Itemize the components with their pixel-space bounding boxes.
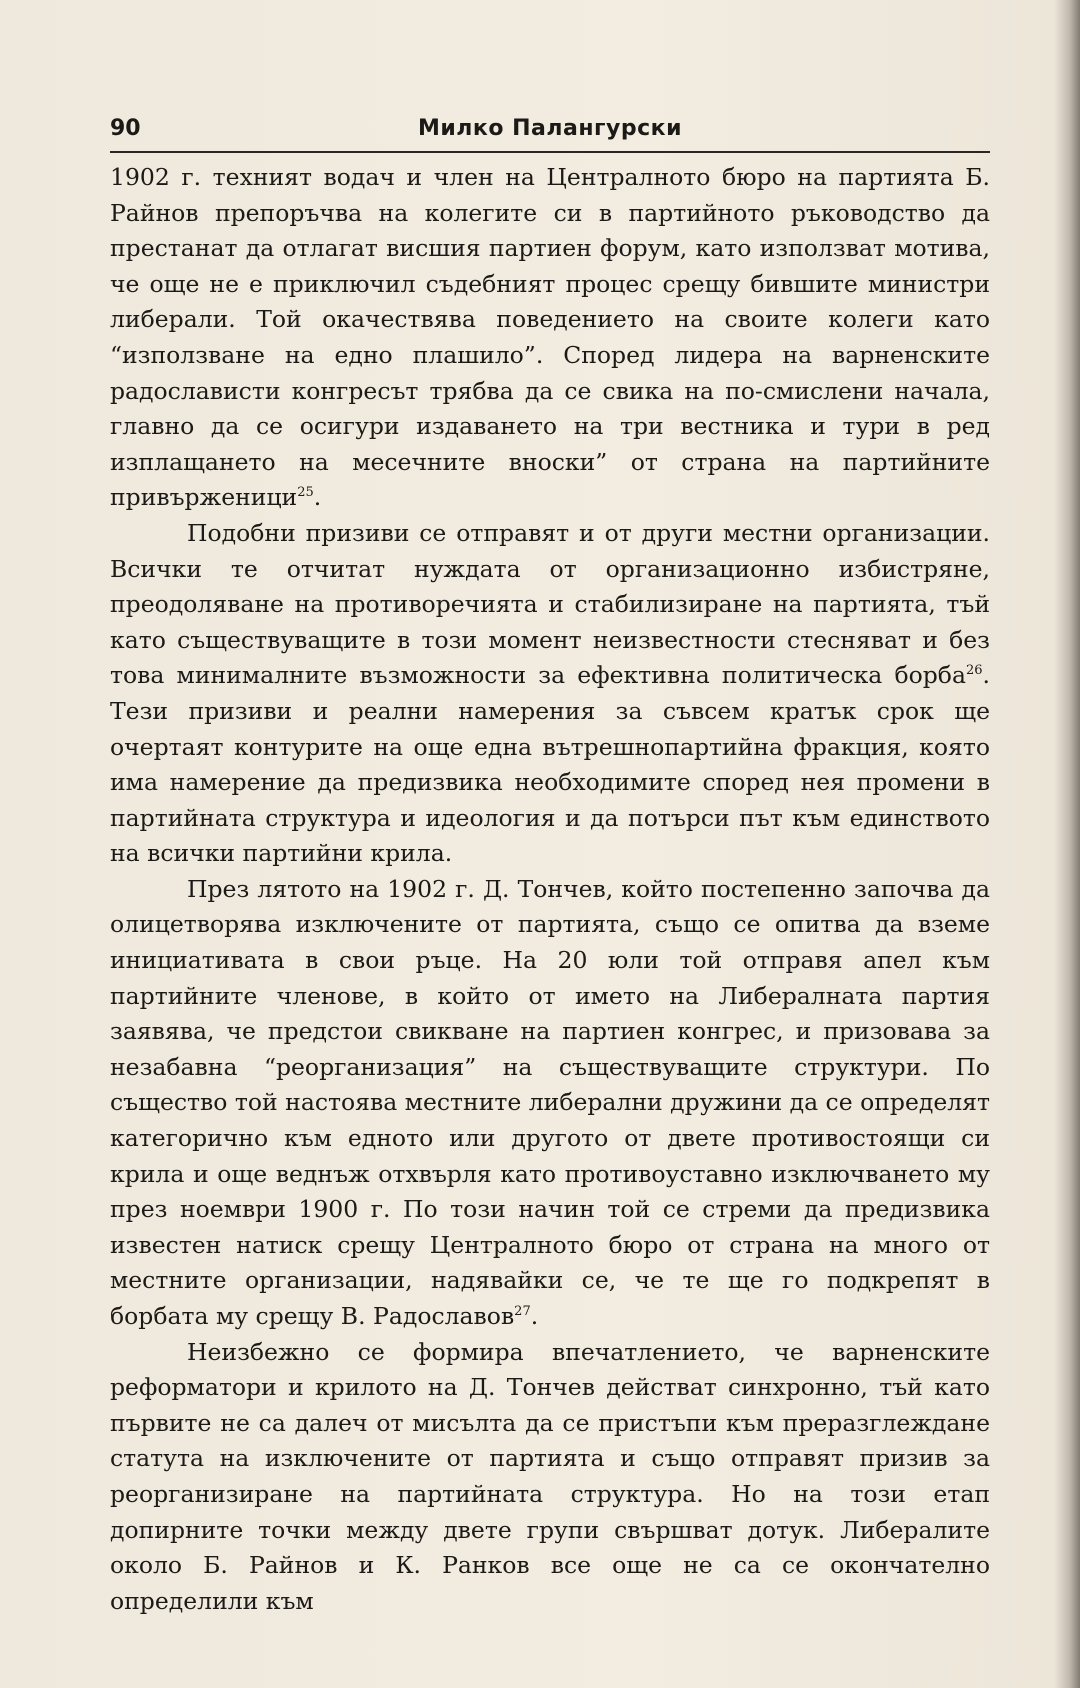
paragraph-1 [110, 160, 990, 516]
book-spine-shadow [1054, 0, 1080, 1688]
paragraph-tail: . Тези призиви и реални намерения за съвсем кратък срок ще очертаят контурите на още една вътрешнопартийна фракция, която има намерение да предизвика необходимите според нея промени в партийната структура и идеология и да потърси път към единството на всички партийни крила. [110, 661, 990, 868]
header-rule [110, 151, 990, 153]
paragraph-2 [110, 516, 990, 872]
paragraph-4 [110, 1335, 990, 1620]
paragraph-3 [110, 872, 990, 1335]
running-title: Милко Палангурски [417, 116, 682, 141]
page-header [110, 116, 990, 156]
paragraph-text: 1902 г. техният водач и член на Централното бюро на партията Б. Райнов препоръчва на колегите си в партийното ръководство да престанат да отлагат висшия партиен форум, като използват мотива, че още не е приключил съдебният процес срещу бившите министри либерали. Той окачествява поведението на своите колеги като “използване на едно плашило”. Според лидера на варненските радослависти конгресът трябва да се свика на по-смислени начала, главно да се осигури издаването на три вестника и тури в ред изплащането на месечните вноски” от страна на партийните привърженици [110, 163, 990, 512]
paragraph-text: Подобни призиви се отправят и от други местни организации. Всички те отчитат нуждата от организационно избистряне, преодоляване на противоречията и стабилизиране на партията, тъй като съществуващите в този момент неизвестности стесняват и без това минималните възможности за ефективна политическа борба [110, 518, 990, 690]
page-number: 90 [110, 116, 141, 141]
paragraph-tail: . [313, 483, 322, 512]
footnote-ref-25: 25 [297, 485, 314, 501]
paragraph-tail: . [530, 1302, 539, 1330]
footnote-ref-26: 26 [965, 663, 983, 679]
body-text [110, 160, 990, 1619]
footnote-ref-27: 27 [514, 1304, 531, 1320]
paragraph-text: През лятото на 1902 г. Д. Тончев, който постепенно започва да олицетворява изключените от партията, също се опитва да вземе инициативата в свои ръце. На 20 юли той отправя апел към партийните членове, в който от името на Либералната партия заявява, че предстои свикване на партиен конгрес, и призовава за незабавна “реорганизация” на съществуващите структури. По същество той настоява местните либерални дружини да се определят категорично към едното или другото от двете противостоящи си крила и още веднъж отхвърля като противоуставно изключването му през ноември 1900 г. По този начин той се стреми да предизвика известен натиск срещу Централното бюро от страна на много от местните организации, надявайки се, че те ще го подкрепят в борбата му срещу В. Радославов [110, 874, 990, 1330]
paragraph-text: Неизбежно се формира впечатлението, че варненските реформатори и крилото на Д. Тончев действат синхронно, тъй като първите не са далеч от мисълта да се пристъпи към преразглеждане статута на изключените от партията и също отправят призив за реорганизиране на партийната структура. Но на този етап допирните точки между двете групи свършват дотук. Либералите около Б. Райнов и К. Ранков все още не са се окончателно определили към [110, 1337, 990, 1615]
